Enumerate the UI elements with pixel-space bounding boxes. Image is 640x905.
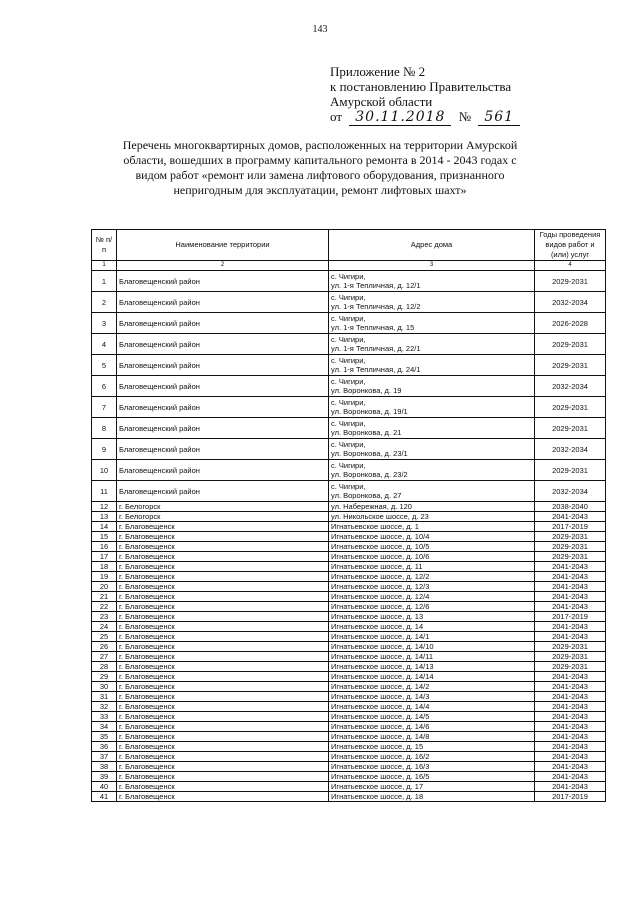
address-line-1: Игнатьевское шоссе, д. 12/6 [331, 602, 430, 611]
row-years: 2041-2043 [535, 592, 606, 602]
table-row [92, 562, 606, 572]
row-years: 2041-2043 [535, 762, 606, 772]
address-line-2: ул. 1-я Тепличная, д. 12/2 [331, 302, 421, 311]
row-number: 6 [92, 376, 117, 397]
row-years: 2029-2031 [535, 542, 606, 552]
row-address [329, 334, 535, 355]
row-address [329, 782, 535, 792]
row-territory: г. Белогорск [117, 512, 329, 522]
row-number: 32 [92, 702, 117, 712]
address-line-1: Игнатьевское шоссе, д. 16/5 [331, 772, 430, 781]
row-address [329, 652, 535, 662]
address-line-1: Игнатьевское шоссе, д. 10/4 [331, 532, 430, 541]
appendix-line-1: Приложение № 2 [330, 64, 426, 79]
table-row [92, 692, 606, 702]
address-line-1: Игнатьевское шоссе, д. 10/5 [331, 542, 430, 551]
row-address [329, 532, 535, 542]
row-number: 30 [92, 682, 117, 692]
row-years: 2041-2043 [535, 722, 606, 732]
row-territory: г. Благовещенск [117, 572, 329, 582]
row-number: 39 [92, 772, 117, 782]
row-address [329, 512, 535, 522]
table-row [92, 702, 606, 712]
address-line-1: Игнатьевское шоссе, д. 14/4 [331, 702, 430, 711]
address-line-1: Игнатьевское шоссе, д. 14 [331, 622, 424, 631]
address-line-1: Игнатьевское шоссе, д. 16/2 [331, 752, 430, 761]
row-territory: г. Благовещенск [117, 522, 329, 532]
row-number: 36 [92, 742, 117, 752]
address-line-1: Игнатьевское шоссе, д. 10/6 [331, 552, 430, 561]
row-address [329, 722, 535, 732]
row-number: 3 [92, 313, 117, 334]
row-address [329, 542, 535, 552]
table-row [92, 732, 606, 742]
row-address [329, 622, 535, 632]
row-address [329, 742, 535, 752]
row-years: 2041-2043 [535, 772, 606, 782]
header-years: Годы проведения видов работ и (или) услуг [535, 230, 606, 261]
row-years: 2041-2043 [535, 732, 606, 742]
row-territory: г. Благовещенск [117, 772, 329, 782]
date-prefix: от [330, 109, 343, 124]
row-territory: г. Благовещенск [117, 672, 329, 682]
row-territory: Благовещенский район [117, 460, 329, 481]
row-years: 2029-2031 [535, 418, 606, 439]
table-row [92, 682, 606, 692]
address-line-1: Игнатьевское шоссе, д. 14/3 [331, 692, 430, 701]
appendix-line-2: к постановлению Правительства [330, 79, 512, 94]
row-address [329, 732, 535, 742]
table-row [92, 652, 606, 662]
table-row [92, 334, 606, 355]
row-territory: г. Благовещенск [117, 692, 329, 702]
row-number: 7 [92, 397, 117, 418]
table-row [92, 742, 606, 752]
row-address [329, 702, 535, 712]
address-line-1: Игнатьевское шоссе, д. 14/2 [331, 682, 430, 691]
row-address [329, 792, 535, 802]
row-address [329, 712, 535, 722]
row-years: 2029-2031 [535, 552, 606, 562]
row-years: 2041-2043 [535, 562, 606, 572]
row-address [329, 642, 535, 652]
address-line-1: ул. Никольское шоссе, д. 23 [331, 512, 429, 521]
table-row [92, 712, 606, 722]
row-territory: г. Благовещенск [117, 792, 329, 802]
address-line-1: с. Чигири, [331, 314, 366, 323]
row-years: 2041-2043 [535, 692, 606, 702]
row-number: 33 [92, 712, 117, 722]
address-line-1: с. Чигири, [331, 356, 366, 365]
page-number: 143 [312, 24, 328, 35]
row-years: 2029-2031 [535, 397, 606, 418]
row-territory: Благовещенский район [117, 397, 329, 418]
row-years: 2041-2043 [535, 672, 606, 682]
row-number: 24 [92, 622, 117, 632]
row-territory: г. Благовещенск [117, 612, 329, 622]
row-address [329, 592, 535, 602]
row-number: 34 [92, 722, 117, 732]
row-number: 11 [92, 481, 117, 502]
row-territory: Благовещенский район [117, 292, 329, 313]
header-address: Адрес дома [329, 230, 535, 261]
row-number: 17 [92, 552, 117, 562]
row-territory: Благовещенский район [117, 481, 329, 502]
row-territory: г. Благовещенск [117, 582, 329, 592]
row-territory: г. Благовещенск [117, 542, 329, 552]
row-address [329, 418, 535, 439]
number-prefix: № [458, 109, 472, 124]
table-row [92, 582, 606, 592]
row-number: 40 [92, 782, 117, 792]
row-territory: Благовещенский район [117, 271, 329, 292]
row-number: 2 [92, 292, 117, 313]
row-years: 2041-2043 [535, 782, 606, 792]
address-line-1: Игнатьевское шоссе, д. 1 [331, 522, 419, 531]
address-line-1: с. Чигири, [331, 419, 366, 428]
row-address [329, 522, 535, 532]
row-number: 20 [92, 582, 117, 592]
row-address [329, 376, 535, 397]
table-row [92, 397, 606, 418]
row-address [329, 460, 535, 481]
row-address [329, 612, 535, 622]
row-territory: г. Благовещенск [117, 682, 329, 692]
row-address [329, 355, 535, 376]
row-number: 28 [92, 662, 117, 672]
row-address [329, 672, 535, 682]
row-address [329, 772, 535, 782]
row-years: 2041-2043 [535, 752, 606, 762]
column-number: 4 [535, 261, 606, 271]
row-years: 2041-2043 [535, 702, 606, 712]
row-number: 19 [92, 572, 117, 582]
row-territory: г. Благовещенск [117, 602, 329, 612]
table-row [92, 522, 606, 532]
row-years: 2041-2043 [535, 602, 606, 612]
address-line-1: Игнатьевское шоссе, д. 17 [331, 782, 424, 791]
row-number: 26 [92, 642, 117, 652]
row-years: 2017-2019 [535, 792, 606, 802]
row-territory: г. Благовещенск [117, 742, 329, 752]
row-territory: Благовещенский район [117, 439, 329, 460]
row-number: 13 [92, 512, 117, 522]
row-address [329, 752, 535, 762]
row-number: 35 [92, 732, 117, 742]
table-row [92, 292, 606, 313]
row-address [329, 481, 535, 502]
table-row [92, 271, 606, 292]
table-row [92, 622, 606, 632]
row-years: 2041-2043 [535, 712, 606, 722]
table-row [92, 762, 606, 772]
row-territory: Благовещенский район [117, 355, 329, 376]
row-number: 27 [92, 652, 117, 662]
row-number: 29 [92, 672, 117, 682]
row-years: 2041-2043 [535, 632, 606, 642]
table-row [92, 672, 606, 682]
row-address [329, 271, 535, 292]
table-row [92, 481, 606, 502]
address-line-2: ул. 1-я Тепличная, д. 22/1 [331, 344, 421, 353]
table-row [92, 662, 606, 672]
handwritten-date: 30.11.2018 [349, 110, 451, 126]
address-line-1: Игнатьевское шоссе, д. 14/1 [331, 632, 430, 641]
row-number: 22 [92, 602, 117, 612]
row-address [329, 632, 535, 642]
row-address [329, 397, 535, 418]
row-address [329, 502, 535, 512]
table-row [92, 782, 606, 792]
row-address [329, 439, 535, 460]
row-years: 2041-2043 [535, 682, 606, 692]
row-number: 4 [92, 334, 117, 355]
column-number: 2 [117, 261, 329, 271]
row-years: 2038-2040 [535, 502, 606, 512]
row-territory: г. Благовещенск [117, 762, 329, 772]
address-line-1: с. Чигири, [331, 461, 366, 470]
table-row [92, 632, 606, 642]
row-address [329, 692, 535, 702]
row-address [329, 552, 535, 562]
table-body [92, 271, 606, 802]
row-years: 2029-2031 [535, 355, 606, 376]
table-row [92, 612, 606, 622]
row-territory: г. Благовещенск [117, 562, 329, 572]
row-number: 8 [92, 418, 117, 439]
row-address [329, 313, 535, 334]
row-number: 23 [92, 612, 117, 622]
row-territory: г. Благовещенск [117, 532, 329, 542]
table-row [92, 418, 606, 439]
column-number: 3 [329, 261, 535, 271]
row-years: 2041-2043 [535, 512, 606, 522]
table-row [92, 572, 606, 582]
appendix-block [330, 64, 620, 126]
table-row [92, 460, 606, 481]
address-line-1: Игнатьевское шоссе, д. 14/6 [331, 722, 430, 731]
row-years: 2017-2019 [535, 612, 606, 622]
header-num: № п/п [92, 230, 117, 261]
table-row [92, 532, 606, 542]
row-years: 2041-2043 [535, 742, 606, 752]
row-number: 37 [92, 752, 117, 762]
address-line-2: ул. 1-я Тепличная, д. 24/1 [331, 365, 421, 374]
table-row [92, 355, 606, 376]
address-line-1: с. Чигири, [331, 377, 366, 386]
address-line-1: Игнатьевское шоссе, д. 14/14 [331, 672, 434, 681]
row-territory: г. Благовещенск [117, 552, 329, 562]
table-row [92, 512, 606, 522]
row-number: 16 [92, 542, 117, 552]
row-number: 14 [92, 522, 117, 532]
address-line-1: с. Чигири, [331, 398, 366, 407]
table-row [92, 502, 606, 512]
table-row [92, 439, 606, 460]
table-row [92, 552, 606, 562]
row-address [329, 292, 535, 313]
header-territory: Наименование территории [117, 230, 329, 261]
row-address [329, 762, 535, 772]
table-row [92, 313, 606, 334]
appendix-line-3: Амурской области [330, 94, 433, 109]
row-territory: г. Благовещенск [117, 722, 329, 732]
address-line-1: Игнатьевское шоссе, д. 18 [331, 792, 424, 801]
row-years: 2032-2034 [535, 292, 606, 313]
row-years: 2032-2034 [535, 376, 606, 397]
row-number: 21 [92, 592, 117, 602]
row-years: 2032-2034 [535, 439, 606, 460]
address-line-2: ул. 1-я Тепличная, д. 12/1 [331, 281, 421, 290]
row-years: 2026-2028 [535, 313, 606, 334]
row-years: 2017-2019 [535, 522, 606, 532]
address-line-1: Игнатьевское шоссе, д. 16/3 [331, 762, 430, 771]
address-line-1: Игнатьевское шоссе, д. 14/8 [331, 732, 430, 741]
address-line-1: Игнатьевское шоссе, д. 14/10 [331, 642, 434, 651]
row-territory: г. Благовещенск [117, 732, 329, 742]
address-line-1: ул. Набережная, д. 120 [331, 502, 412, 511]
address-line-1: с. Чигири, [331, 293, 366, 302]
address-line-1: Игнатьевское шоссе, д. 12/3 [331, 582, 430, 591]
row-address [329, 682, 535, 692]
address-line-1: Игнатьевское шоссе, д. 14/11 [331, 652, 434, 661]
row-number: 25 [92, 632, 117, 642]
row-territory: Благовещенский район [117, 313, 329, 334]
address-line-2: ул. 1-я Тепличная, д. 15 [331, 323, 415, 332]
row-years: 2029-2031 [535, 642, 606, 652]
row-number: 38 [92, 762, 117, 772]
row-years: 2029-2031 [535, 334, 606, 355]
address-line-1: с. Чигири, [331, 482, 366, 491]
address-line-1: Игнатьевское шоссе, д. 12/2 [331, 572, 430, 581]
address-line-2: ул. Воронкова, д. 23/1 [331, 449, 408, 458]
table-row [92, 772, 606, 782]
address-line-1: Игнатьевское шоссе, д. 14/5 [331, 712, 430, 721]
row-territory: г. Благовещенск [117, 622, 329, 632]
address-line-1: Игнатьевское шоссе, д. 15 [331, 742, 424, 751]
document-title: Перечень многоквартирных домов, расположенных на территории Амурской области, вошедших в программу капитального ремонта в 2014 - 2043 годах с видом работ «ремонт или замена лифтового оборудования, признанного непригодным для эксплуатации, ремонт лифтовых шахт» [122, 138, 518, 197]
row-number: 5 [92, 355, 117, 376]
row-territory: г. Благовещенск [117, 592, 329, 602]
table-row [92, 792, 606, 802]
row-years: 2029-2031 [535, 532, 606, 542]
houses-table [91, 229, 606, 802]
row-years: 2029-2031 [535, 460, 606, 481]
address-line-1: Игнатьевское шоссе, д. 14/13 [331, 662, 434, 671]
row-address [329, 602, 535, 612]
address-line-2: ул. Воронкова, д. 21 [331, 428, 402, 437]
row-territory: Благовещенский район [117, 376, 329, 397]
row-territory: г. Благовещенск [117, 652, 329, 662]
address-line-2: ул. Воронкова, д. 19/1 [331, 407, 408, 416]
address-line-2: ул. Воронкова, д. 19 [331, 386, 402, 395]
row-address [329, 562, 535, 572]
table-row [92, 592, 606, 602]
table-row [92, 752, 606, 762]
table-row [92, 542, 606, 552]
address-line-1: Игнатьевское шоссе, д. 12/4 [331, 592, 430, 601]
row-years: 2029-2031 [535, 652, 606, 662]
row-territory: г. Благовещенск [117, 662, 329, 672]
row-address [329, 582, 535, 592]
address-line-1: Игнатьевское шоссе, д. 13 [331, 612, 424, 621]
row-territory: г. Благовещенск [117, 752, 329, 762]
row-years: 2029-2031 [535, 271, 606, 292]
row-years: 2041-2043 [535, 572, 606, 582]
row-number: 15 [92, 532, 117, 542]
address-line-1: с. Чигири, [331, 440, 366, 449]
row-territory: г. Благовещенск [117, 632, 329, 642]
address-line-2: ул. Воронкова, д. 23/2 [331, 470, 408, 479]
row-number: 1 [92, 271, 117, 292]
row-territory: г. Благовещенск [117, 702, 329, 712]
row-territory: г. Белогорск [117, 502, 329, 512]
row-territory: Благовещенский район [117, 334, 329, 355]
row-years: 2032-2034 [535, 481, 606, 502]
row-territory: г. Благовещенск [117, 642, 329, 652]
address-line-2: ул. Воронкова, д. 27 [331, 491, 402, 500]
table-row [92, 722, 606, 732]
address-line-1: Игнатьевское шоссе, д. 11 [331, 562, 423, 571]
row-number: 12 [92, 502, 117, 512]
address-line-1: с. Чигири, [331, 335, 366, 344]
table-row [92, 642, 606, 652]
table-row [92, 602, 606, 612]
row-number: 9 [92, 439, 117, 460]
appendix-date-row [330, 109, 620, 126]
row-years: 2041-2043 [535, 622, 606, 632]
row-address [329, 572, 535, 582]
table-row [92, 376, 606, 397]
row-number: 10 [92, 460, 117, 481]
row-number: 18 [92, 562, 117, 572]
row-territory: Благовещенский район [117, 418, 329, 439]
column-number: 1 [92, 261, 117, 271]
row-number: 31 [92, 692, 117, 702]
handwritten-number: 561 [478, 110, 520, 126]
row-years: 2041-2043 [535, 582, 606, 592]
row-address [329, 662, 535, 672]
address-line-1: с. Чигири, [331, 272, 366, 281]
row-years: 2029-2031 [535, 662, 606, 672]
row-territory: г. Благовещенск [117, 712, 329, 722]
row-territory: г. Благовещенск [117, 782, 329, 792]
row-number: 41 [92, 792, 117, 802]
